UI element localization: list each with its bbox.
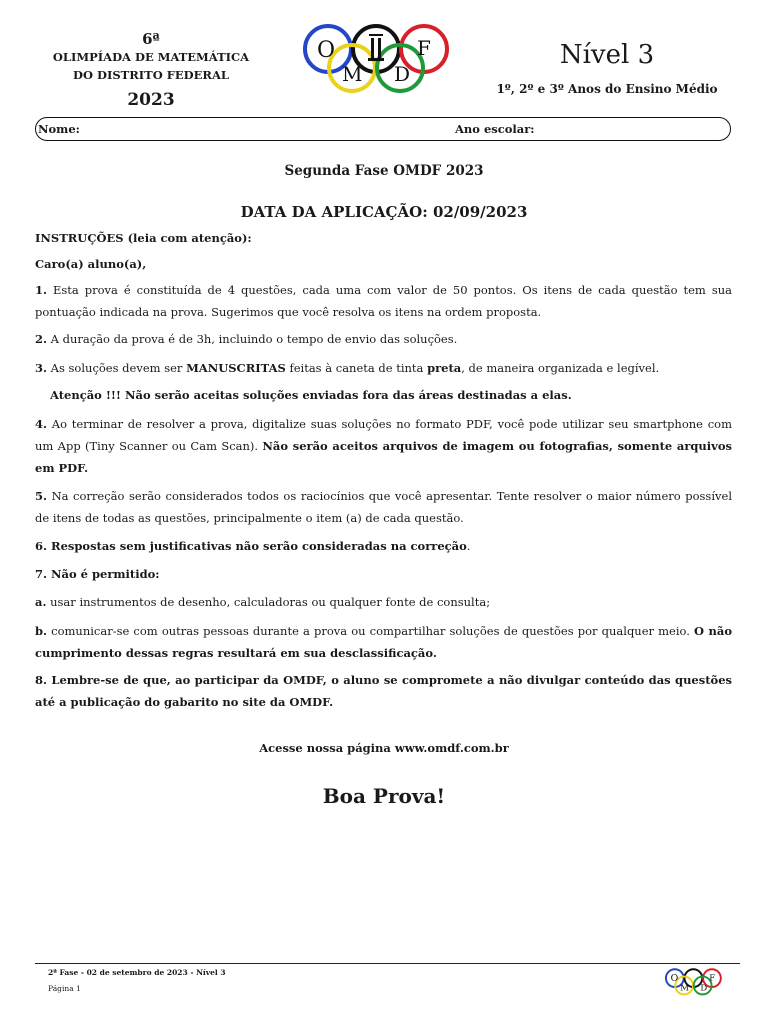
olympiad-year: 2023 <box>127 90 175 110</box>
instruction-5: 5. Na correção serão considerados todos os raciocínios que você apresentar. Tente resolver o maior número possível de itens de todas as questões, principalmente o item (a) de cada questão. <box>35 489 732 525</box>
level-title: Nível 3 <box>559 40 655 70</box>
level-grades: 1º, 2º e 3º Anos do Ensino Médio <box>496 82 718 96</box>
application-date: DATA DA APLICAÇÃO: 02/09/2023 <box>240 203 528 221</box>
olympiad-title-block <box>40 30 262 110</box>
logo-letter: M <box>342 62 363 86</box>
logo-letter: O <box>670 973 679 985</box>
instruction-7b: b. comunicar-se com outras pessoas durante a prova ou compartilhar soluções de questões por qualquer meio. O não cumprimento dessas regras resultará em sua desclassificação. <box>35 624 732 660</box>
omdf-rings-logo <box>300 24 450 94</box>
name-label: Nome: <box>38 122 80 136</box>
omdf-logo <box>300 24 450 98</box>
logo-letter: M <box>680 983 689 994</box>
instruction-4: 4. Ao terminar de resolver a prova, digitalize suas soluções no formato PDF, você pode utilizar seu smartphone com um App (Tiny Scanner ou Cam Scan). Não serão aceitos arquivos de imagem ou fotografias, somente arquivos em PDF. <box>35 417 732 475</box>
olympiad-name-line1: OLIMPÍADA DE MATEMÁTICA <box>52 50 250 64</box>
greeting: Caro(a) aluno(a), <box>35 257 147 271</box>
instruction-8: 8. Lembre-se de que, ao participar da OMDF, o aluno se compromete a não divulgar conteúdo das questões até a publicação do gabarito no site da OMDF. <box>35 673 732 709</box>
attention-note: Atenção !!! Não serão aceitas soluções enviadas fora das áreas destinadas a elas. <box>50 388 572 402</box>
logo-letter: F <box>709 973 716 984</box>
phase-title: Segunda Fase OMDF 2023 <box>284 163 484 179</box>
omdf-mini-rings-logo <box>664 968 722 996</box>
logo-letter: D <box>394 62 411 86</box>
logo-letter: F <box>417 36 431 60</box>
instruction-6: 6. Respostas sem justificativas não serão consideradas na correção. <box>35 539 471 553</box>
instruction-7a: a. usar instrumentos de desenho, calculadoras ou qualquer fonte de consulta; <box>35 595 491 609</box>
grade-label: Ano escolar: <box>455 122 535 136</box>
logo-letter: O <box>317 38 336 63</box>
instruction-1: 1. Esta prova é constituída de 4 questões, cada uma com valor de 50 pontos. Os itens de cada questão tem sua pontuação indicada na prova. Sugerimos que você resolva os itens na ordem proposta. <box>35 283 732 319</box>
footer-logo <box>664 968 722 1000</box>
footer-info: 2ª Fase - 02 de setembro de 2023 - Nível 3 <box>48 968 226 977</box>
page-number: Página 1 <box>48 984 81 993</box>
logo-letter: D <box>700 983 708 994</box>
instruction-3: 3. As soluções devem ser MANUSCRITAS feitas à caneta de tinta preta, de maneira organizada e legível. <box>35 361 660 375</box>
olympiad-name-line2: DO DISTRITO FEDERAL <box>73 68 229 82</box>
instruction-2: 2. A duração da prova é de 3h, incluindo o tempo de envio das soluções. <box>35 332 458 346</box>
website-line: Acesse nossa página www.omdf.com.br <box>259 741 509 755</box>
good-luck-message: Boa Prova! <box>322 784 446 808</box>
instructions-heading: INSTRUÇÕES (leia com atenção): <box>35 231 252 245</box>
student-info-box[interactable] <box>35 117 731 141</box>
instruction-7: 7. Não é permitido: <box>35 567 160 581</box>
edition-number: 6ª <box>142 30 160 48</box>
footer-divider <box>35 963 740 964</box>
